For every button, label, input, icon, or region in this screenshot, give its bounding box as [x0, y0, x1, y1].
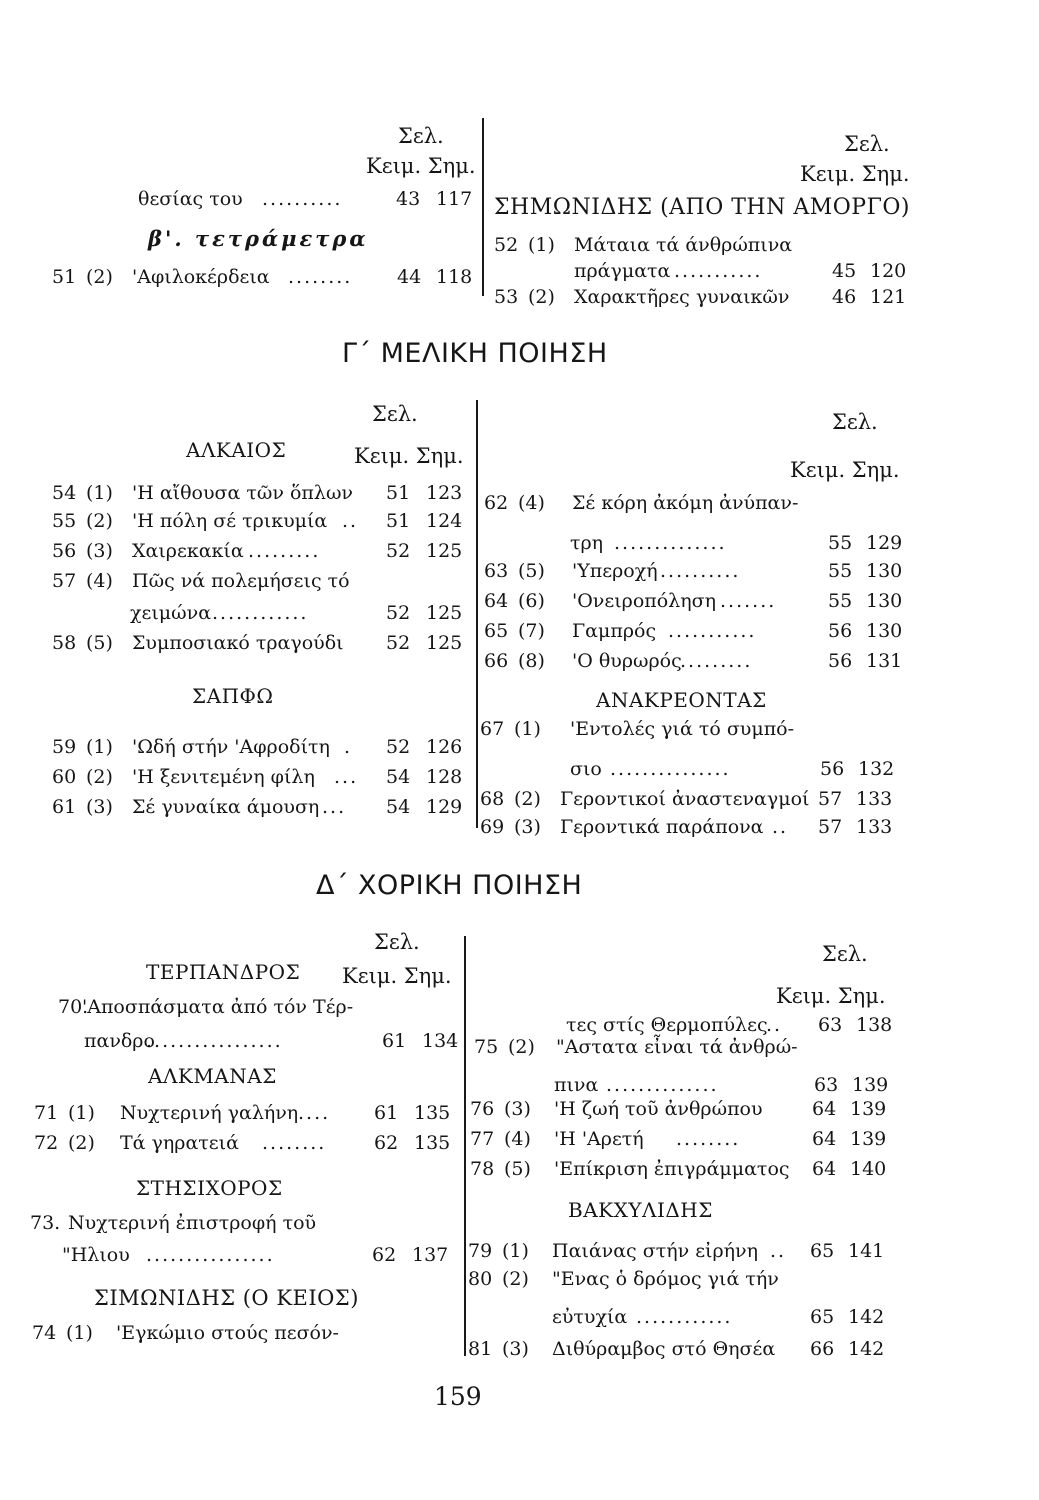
- entry-note: 131: [866, 650, 903, 672]
- entry-title: Συμποσιακό τραγούδι: [132, 632, 344, 654]
- entry-dots: ................: [146, 1244, 275, 1266]
- entry-title: 'Αφιλοκέρδεια: [132, 266, 270, 288]
- entry-title: 'Η πόλη σέ τρικυμία: [132, 510, 328, 532]
- entry-title: σιο: [570, 758, 602, 780]
- entry-subnumber: (6): [518, 590, 545, 612]
- entry-subnumber: (4): [86, 570, 113, 592]
- entry-number: 72: [34, 1132, 59, 1154]
- entry-subnumber: (3): [86, 540, 113, 562]
- entry-number: 77: [470, 1128, 495, 1150]
- entry-number: 58: [52, 632, 77, 654]
- author-simonides-keios: ΣΙΜΩΝΙΔΗΣ (Ο ΚΕΙΟΣ): [94, 1286, 359, 1310]
- entry-title: Τά γηρατειά: [120, 1132, 239, 1154]
- entry-page: 64: [812, 1098, 837, 1120]
- entry-page: 61: [374, 1102, 399, 1124]
- entry-page: 55: [828, 532, 853, 554]
- entry-note: 132: [858, 758, 895, 780]
- column-divider: [482, 118, 484, 296]
- entry-dots: .: [344, 736, 353, 758]
- entry-note: 142: [848, 1306, 885, 1328]
- entry-dots: .................: [146, 1030, 283, 1052]
- entry-number: 52: [494, 234, 519, 256]
- entry-page: 56: [828, 620, 853, 642]
- entry-title: 'Ο θυρωρός: [572, 650, 682, 672]
- entry-number: 80: [468, 1268, 493, 1290]
- column-divider: [476, 400, 478, 828]
- entry-title: τες στίς Θερμοπύλες: [566, 1014, 768, 1036]
- header-sel: Σελ.: [372, 402, 418, 426]
- entry-number: 53: [494, 286, 519, 308]
- entry-title: Γαμπρός: [572, 620, 657, 642]
- entry-number: 55: [52, 510, 77, 532]
- entry-number: 79: [468, 1240, 493, 1262]
- entry-title: "Ηλιου: [62, 1244, 130, 1266]
- author-sappho: ΣΑΠΦΩ: [192, 684, 274, 708]
- header-keim-simi: Κειμ. Σημ.: [800, 162, 910, 186]
- entry-number: 59: [52, 736, 77, 758]
- entry-subnumber: (1): [502, 1240, 529, 1262]
- entry-subnumber: (3): [502, 1338, 529, 1360]
- entry-page: 51: [386, 482, 411, 504]
- header-sel: Σελ.: [822, 942, 868, 966]
- author-bakchylides: ΒΑΚΧΥΛΙΔΗΣ: [568, 1198, 713, 1222]
- entry-note: 129: [866, 532, 903, 554]
- entry-subnumber: (2): [86, 266, 113, 288]
- entry-subnumber: (1): [86, 482, 113, 504]
- entry-title: εὐτυχία: [552, 1306, 628, 1328]
- entry-page: 52: [386, 736, 411, 758]
- entry-note: 139: [850, 1098, 887, 1120]
- entry-dots: ...........: [674, 260, 763, 282]
- entry-dots: ...: [334, 766, 359, 788]
- entry-number: 65: [484, 620, 509, 642]
- entry-dots: ....: [298, 1102, 331, 1124]
- entry-title: 'Αποσπάσματα ἀπό τόν Τέρ-: [82, 996, 354, 1018]
- entry-note: 124: [426, 510, 463, 532]
- entry-page: 63: [814, 1074, 839, 1096]
- entry-page: 56: [820, 758, 845, 780]
- subheading-tetrametra: β'. τετράμετρα: [148, 226, 369, 251]
- entry-title: 'Η ζωή τοῦ ἀνθρώπου: [554, 1098, 763, 1120]
- entry-subnumber: (7): [518, 620, 545, 642]
- entry-dots: .........: [248, 540, 321, 562]
- header-keim-simi: Κειμ. Σημ.: [776, 984, 886, 1008]
- entry-number: 76: [470, 1098, 495, 1120]
- author-terpandros: ΤΕΡΠΑΝΔΡΟΣ: [146, 960, 301, 984]
- entry-note: 120: [870, 260, 907, 282]
- entry-title: Νυχτερινή γαλήνη: [120, 1102, 299, 1124]
- entry-subnumber: (4): [504, 1128, 531, 1150]
- entry-dots: ..: [342, 510, 359, 532]
- entry-note: 121: [870, 286, 907, 308]
- entry-page: 57: [818, 788, 843, 810]
- header-sel: Σελ.: [844, 132, 890, 156]
- entry-note: 125: [426, 632, 463, 654]
- author-anakreon: ΑΝΑΚΡΕΟΝΤΑΣ: [596, 688, 767, 712]
- entry-dots: .......: [720, 590, 777, 612]
- entry-number: 81: [468, 1338, 493, 1360]
- entry-note: 138: [856, 1014, 893, 1036]
- entry-note: 123: [426, 482, 463, 504]
- header-sel: Σελ.: [374, 930, 420, 954]
- page-number: 159: [434, 1382, 482, 1411]
- entry-title: 'Η ξενιτεμένη φίλη: [132, 766, 315, 788]
- author-simonides-amorgos: ΣΗΜΩΝΙΔΗΣ (ΑΠΟ ΤΗΝ ΑΜΟΡΓΟ): [494, 195, 910, 220]
- entry-subnumber: (8): [518, 650, 545, 672]
- entry-title: θεσίας του: [138, 188, 243, 210]
- entry-number: 69: [480, 816, 505, 838]
- entry-title: πινα: [554, 1074, 599, 1096]
- entry-number: 68: [480, 788, 505, 810]
- header-keim-simi: Κειμ. Σημ.: [342, 964, 452, 988]
- entry-page: 45: [832, 260, 857, 282]
- author-stesichoros: ΣΤΗΣΙΧΟΡΟΣ: [136, 1176, 283, 1200]
- header-keim-simi: Κειμ. Σημ.: [790, 458, 900, 482]
- author-alkman: ΑΛΚΜΑΝΑΣ: [148, 1064, 277, 1088]
- entry-title: 'Εντολές γιά τό συμπό-: [570, 718, 795, 740]
- entry-note: 139: [852, 1074, 889, 1096]
- entry-page: 65: [810, 1240, 835, 1262]
- entry-subnumber: (2): [508, 1036, 535, 1058]
- entry-subnumber: (2): [502, 1268, 529, 1290]
- entry-page: 52: [386, 602, 411, 624]
- entry-subnumber: (1): [66, 1322, 93, 1344]
- entry-note: 126: [426, 736, 463, 758]
- entry-number: 63: [484, 560, 509, 582]
- entry-subnumber: (1): [514, 718, 541, 740]
- entry-note: 140: [850, 1158, 887, 1180]
- entry-note: 130: [866, 620, 903, 642]
- entry-page: 62: [372, 1244, 397, 1266]
- entry-title: 'Η 'Αρετή: [554, 1128, 644, 1150]
- entry-number: 74: [32, 1322, 57, 1344]
- header-keim-simi: Κειμ. Σημ.: [366, 154, 476, 178]
- entry-number: 60: [52, 766, 77, 788]
- entry-title: Παιάνας στήν εἰρήνη: [552, 1240, 758, 1262]
- header-sel: Σελ.: [832, 410, 878, 434]
- entry-number: 70.: [58, 996, 89, 1018]
- section-heading-melic: Γ΄ ΜΕΛΙΚΗ ΠΟΙΗΣΗ: [342, 338, 608, 369]
- entry-note: 117: [436, 188, 473, 210]
- entry-page: 64: [812, 1128, 837, 1150]
- entry-page: 52: [386, 540, 411, 562]
- entry-subnumber: (5): [86, 632, 113, 654]
- entry-page: 64: [812, 1158, 837, 1180]
- entry-dots: ..: [772, 816, 789, 838]
- entry-title: 'Η αἴθουσα τῶν ὅπλων: [132, 482, 353, 504]
- entry-note: 118: [436, 266, 473, 288]
- entry-dots: ..: [766, 1014, 783, 1036]
- entry-number: 61: [52, 796, 77, 818]
- entry-page: 54: [386, 796, 411, 818]
- entry-note: 133: [856, 788, 893, 810]
- entry-note: 134: [422, 1030, 459, 1052]
- entry-title: "Αστατα εἶναι τά ἀνθρώ-: [556, 1036, 798, 1058]
- entry-title: 'Ονειροπόληση: [572, 590, 716, 612]
- entry-page: 63: [818, 1014, 843, 1036]
- entry-title: Χαρακτῆρες γυναικῶν: [574, 286, 790, 308]
- entry-title: "Ενας ὁ δρόμος γιά τήν: [552, 1268, 779, 1290]
- entry-title: πράγματα: [574, 260, 671, 282]
- entry-note: 128: [426, 766, 463, 788]
- entry-title: 'Εγκώμιο στούς πεσόν-: [116, 1322, 339, 1344]
- entry-subnumber: (2): [514, 788, 541, 810]
- entry-title: Σέ γυναίκα άμουση: [132, 796, 320, 818]
- entry-page: 57: [818, 816, 843, 838]
- entry-title: Πῶς νά πολεμήσεις τό: [132, 570, 350, 592]
- entry-number: 64: [484, 590, 509, 612]
- entry-title: Νυχτερινή ἐπιστροφή τοῦ: [68, 1212, 317, 1234]
- entry-number: 78: [470, 1158, 495, 1180]
- section-heading-choral: Δ΄ ΧΟΡΙΚΗ ΠΟΙΗΣΗ: [316, 870, 583, 901]
- entry-subnumber: (3): [86, 796, 113, 818]
- entry-number: 67: [480, 718, 505, 740]
- entry-dots: ............: [212, 602, 309, 624]
- entry-number: 56: [52, 540, 77, 562]
- entry-subnumber: (2): [86, 510, 113, 532]
- entry-subnumber: (3): [514, 816, 541, 838]
- entry-subnumber: (2): [86, 766, 113, 788]
- entry-note: 133: [856, 816, 893, 838]
- entry-dots: ..............: [606, 1074, 719, 1096]
- entry-title: τρη: [570, 532, 604, 554]
- entry-note: 142: [848, 1338, 885, 1360]
- entry-title: Σέ κόρη ἀκόμη ἀνύπαν-: [572, 492, 799, 514]
- entry-note: 129: [426, 796, 463, 818]
- entry-note: 141: [848, 1240, 885, 1262]
- entry-dots: ............: [636, 1306, 733, 1328]
- entry-page: 46: [832, 286, 857, 308]
- entry-subnumber: (1): [68, 1102, 95, 1124]
- entry-dots: ..........: [262, 188, 343, 210]
- entry-dots: ...............: [610, 758, 731, 780]
- entry-subnumber: (5): [504, 1158, 531, 1180]
- entry-note: 135: [414, 1102, 451, 1124]
- entry-number: 62: [484, 492, 509, 514]
- entry-page: 51: [386, 510, 411, 532]
- entry-title: 'Επίκριση ἐπιγράμματος: [554, 1158, 790, 1180]
- entry-dots: .........: [680, 650, 753, 672]
- entry-title: Χαιρεκακία: [132, 540, 244, 562]
- entry-title: Γεροντικοί ἀναστεναγμοί: [560, 788, 810, 810]
- entry-title: 'Ωδή στήν 'Αφροδίτη: [132, 736, 330, 758]
- entry-subnumber: (5): [518, 560, 545, 582]
- entry-note: 135: [414, 1132, 451, 1154]
- entry-page: 55: [828, 590, 853, 612]
- entry-note: 125: [426, 602, 463, 624]
- entry-subnumber: (3): [504, 1098, 531, 1120]
- entry-number: 71: [34, 1102, 59, 1124]
- entry-note: 130: [866, 590, 903, 612]
- entry-title: χειμώνα: [130, 602, 212, 624]
- entry-dots: ...: [322, 796, 347, 818]
- entry-page: 62: [374, 1132, 399, 1154]
- entry-number: 66: [484, 650, 509, 672]
- entry-page: 56: [828, 650, 853, 672]
- entry-subnumber: (2): [68, 1132, 95, 1154]
- entry-dots: ..............: [614, 532, 727, 554]
- entry-title: Γεροντικά παράπονα: [560, 816, 764, 838]
- entry-page: 65: [810, 1306, 835, 1328]
- header-keim-simi: Κειμ. Σημ.: [354, 444, 464, 468]
- entry-dots: ........: [676, 1128, 741, 1150]
- entry-dots: ..: [770, 1240, 787, 1262]
- entry-subnumber: (1): [86, 736, 113, 758]
- entry-subnumber: (2): [528, 286, 555, 308]
- entry-page: 55: [828, 560, 853, 582]
- entry-subnumber: (4): [518, 492, 545, 514]
- entry-subnumber: (1): [528, 234, 555, 256]
- entry-dots: ........: [262, 1132, 327, 1154]
- entry-note: 125: [426, 540, 463, 562]
- entry-dots: ........: [288, 266, 353, 288]
- entry-note: 130: [866, 560, 903, 582]
- entry-number: 51: [52, 266, 77, 288]
- entry-number: 57: [52, 570, 77, 592]
- entry-page: 44: [397, 266, 422, 288]
- column-divider: [464, 936, 466, 1356]
- entry-page: 43: [396, 188, 421, 210]
- entry-dots: ..........: [660, 560, 741, 582]
- entry-number: 54: [52, 482, 77, 504]
- entry-number: 75: [474, 1036, 499, 1058]
- entry-note: 137: [412, 1244, 449, 1266]
- entry-page: 61: [382, 1030, 407, 1052]
- entry-page: 54: [386, 766, 411, 788]
- entry-note: 139: [850, 1128, 887, 1150]
- entry-page: 66: [810, 1338, 835, 1360]
- entry-dots: ...........: [668, 620, 757, 642]
- entry-number: 73.: [30, 1212, 61, 1234]
- header-sel: Σελ.: [398, 124, 444, 148]
- entry-title: Μάταια τά άνθρώπινα: [574, 234, 793, 256]
- entry-title: 'Υπεροχή: [572, 560, 658, 582]
- entry-title: πανδρο: [84, 1030, 155, 1052]
- entry-title: Διθύραμβος στό Θησέα: [552, 1338, 776, 1360]
- author-alkaios: ΑΛΚΑΙΟΣ: [186, 438, 287, 462]
- entry-page: 52: [386, 632, 411, 654]
